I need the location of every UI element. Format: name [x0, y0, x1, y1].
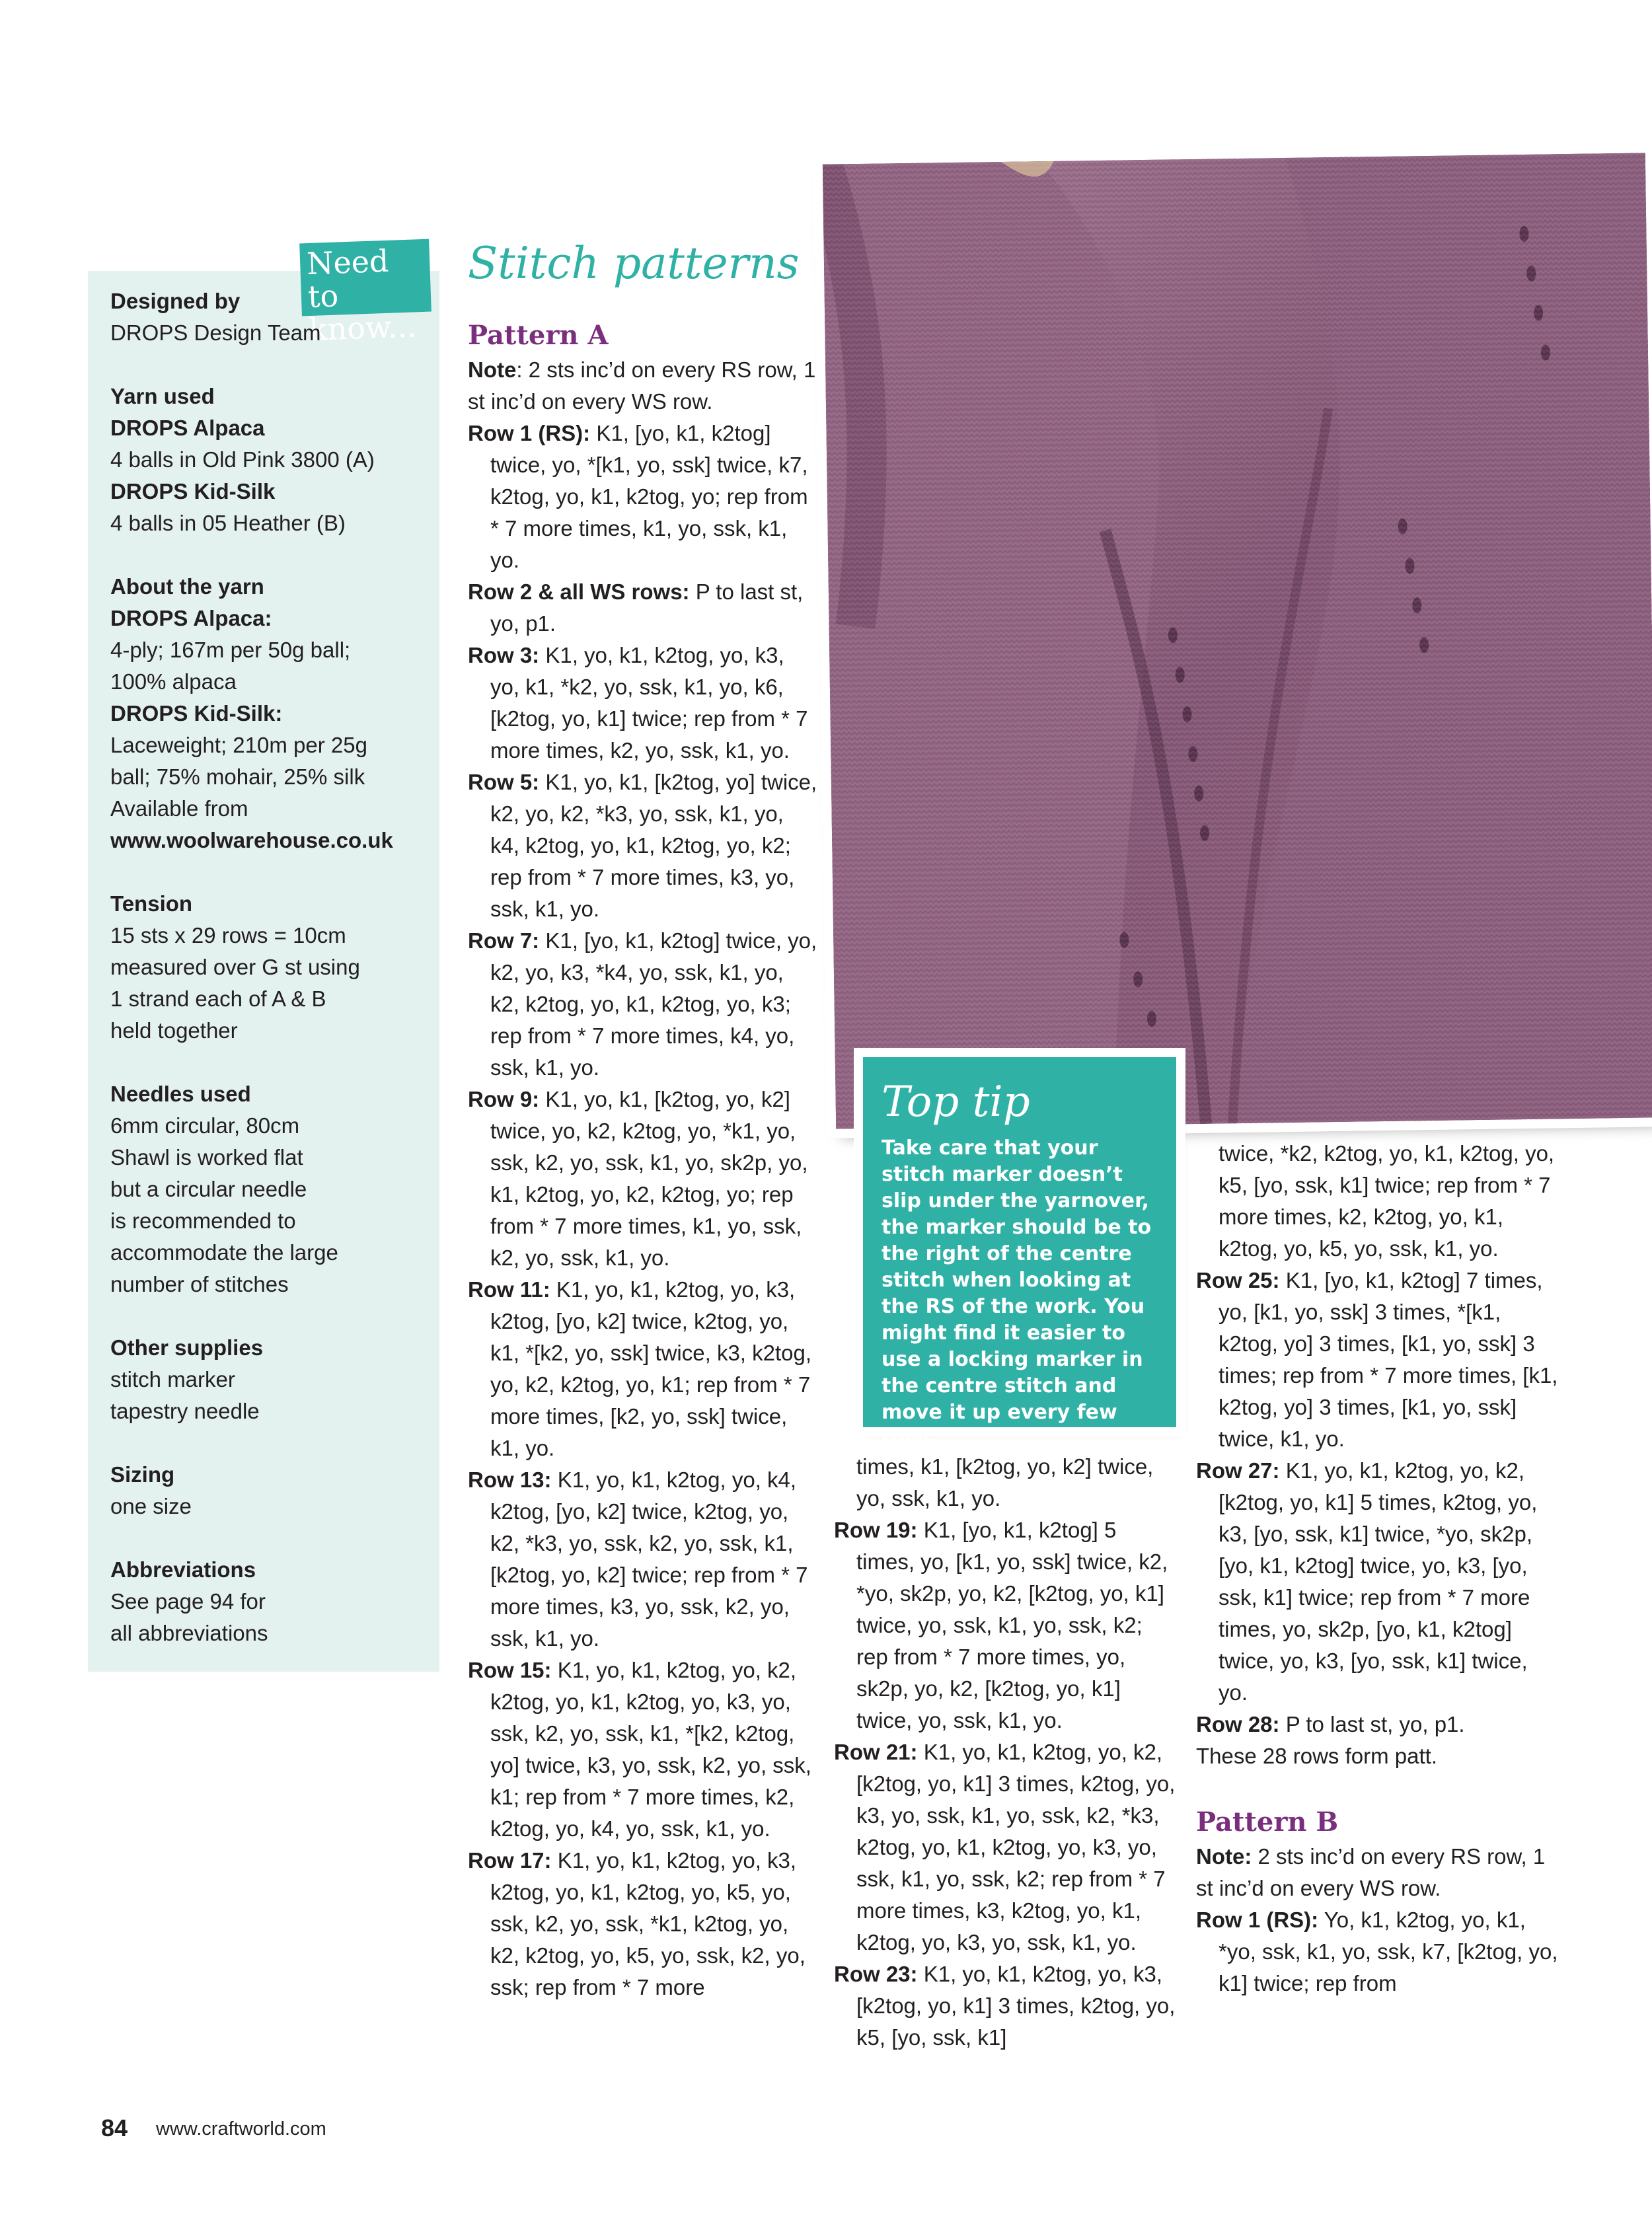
need-to-know-badge: Need to know... [299, 239, 432, 316]
abbreviations-section [110, 1554, 421, 1649]
pattern-row [1196, 1709, 1559, 1740]
row-text: K1, yo, k1, [k2tog, yo] twice, k2, yo, k2, *k3, yo, ssk, k1, yo, k4, k2tog, yo, k1, k2tog, yo, k2; rep from * 7 more times, k3, yo, ssk, k1, yo. [490, 770, 817, 921]
row-label: Row 13: [468, 1468, 552, 1492]
needles-line: is recommended to [110, 1208, 296, 1233]
row-text: K1, [yo, k1, k2tog] twice, yo, *[k1, yo, ssk] twice, k7, k2tog, yo, k1, k2tog, yo; rep from * 7 more times, k1, yo, ssk, k1, yo. [490, 421, 808, 572]
sizing-value: one size [110, 1494, 192, 1518]
row-continuation: twice, *k2, k2tog, yo, k1, k2tog, yo, k5, [yo, ssk, k1] twice; rep from * 7 more times, k2, k2tog, yo, k1, k2tog, yo, k5, yo, ssk, k1, yo. [1219, 1141, 1555, 1261]
page-title: Stitch patterns [468, 238, 800, 289]
pattern-row [1196, 1904, 1559, 1999]
other-supplies-section [110, 1332, 421, 1427]
pattern-row [468, 925, 818, 1084]
other-line: tapestry needle [110, 1399, 260, 1423]
needles-line: 6mm circular, 80cm [110, 1113, 300, 1138]
abbr-line: all abbreviations [110, 1621, 268, 1645]
tension-line: 15 sts x 29 rows = 10cm [110, 923, 346, 948]
yarn-b-name: DROPS Kid-Silk [110, 479, 276, 503]
row-text: P to last st, yo, p1. [490, 579, 804, 636]
pattern-a-title: Pattern A [468, 320, 609, 351]
row-text: K1, yo, k1, [k2tog, yo, k2] twice, yo, k2, k2tog, yo, *k1, yo, ssk, k2, yo, ssk, k1, yo, sk2p, yo, k1, k2tog, yo, k2, k2tog, yo; rep from * 7 more times, k1, yo, ssk, k2, yo, ssk, k1, yo. [490, 1087, 808, 1270]
pattern-row [1196, 1265, 1559, 1455]
website-link[interactable]: www.woolwarehouse.co.uk [110, 828, 393, 852]
page-number: 84 [101, 2114, 128, 2141]
row-label: Row 9: [468, 1087, 540, 1111]
needles-line: accommodate the large [110, 1240, 338, 1265]
yarn-a-qty: 4 balls in Old Pink 3800 (A) [110, 447, 375, 472]
note-label: Note: [1196, 1844, 1252, 1869]
alpaca-line: 4-ply; 167m per 50g ball; [110, 638, 351, 662]
shawl-illustration [823, 153, 1652, 1129]
pattern-row [468, 766, 818, 925]
row-label: Row 28: [1196, 1712, 1280, 1736]
pattern-row [468, 640, 818, 766]
row-label: Row 15: [468, 1658, 552, 1682]
pattern-row [468, 1084, 818, 1274]
designed-by-section [110, 285, 421, 349]
row-label: Row 5: [468, 770, 540, 794]
pattern-a-column [468, 317, 818, 2003]
row-label: Row 25: [1196, 1268, 1280, 1292]
designed-by-label: Designed by [110, 289, 241, 313]
yarn-label: Yarn used [110, 384, 215, 408]
pattern-row [1196, 1455, 1559, 1709]
row-text: K1, [yo, k1, k2tog] twice, yo, k2, yo, k3, *k4, yo, ssk, k1, yo, k2, k2tog, yo, k1, k2tog, yo, k3; rep from * 7 more times, k4, yo, ssk, k1, yo. [490, 928, 817, 1080]
needles-line: Shawl is worked flat [110, 1145, 303, 1170]
pattern-row [468, 1654, 818, 1845]
yarn-b-qty: 4 balls in 05 Heather (B) [110, 511, 346, 535]
yarn-a-name: DROPS Alpaca [110, 416, 265, 440]
note-text: : 2 sts inc’d on every RS row, 1 st inc’d on every WS row. [468, 357, 816, 414]
other-label: Other supplies [110, 1335, 264, 1360]
pattern-row [468, 576, 818, 640]
alpaca-label: DROPS Alpaca: [110, 606, 272, 630]
pattern-row [834, 1514, 1178, 1736]
note-text: 2 sts inc’d on every RS row, 1 st inc’d on every WS row. [1196, 1844, 1546, 1900]
needles-line: number of stitches [110, 1272, 289, 1296]
pattern-a-column-3 [1196, 1138, 1559, 1999]
pattern-a-column-2 [834, 1451, 1178, 2054]
alpaca-line: 100% alpaca [110, 669, 237, 694]
sizing-section [110, 1459, 421, 1522]
row-label: Row 3: [468, 643, 540, 667]
pattern-a-note [468, 354, 818, 418]
row-text: Yo, k1, k2tog, yo, k1, *yo, ssk, k1, yo, ssk, k7, [k2tog, yo, k1] twice; rep from [1219, 1908, 1558, 1995]
abbr-line: See page 94 for [110, 1589, 266, 1614]
note-label: Note [468, 357, 517, 382]
needles-section [110, 1078, 421, 1300]
row-label: Row 27: [1196, 1458, 1280, 1483]
available-text: Available from [110, 796, 248, 821]
kidsilk-line: ball; 75% mohair, 25% silk [110, 764, 365, 789]
pattern-row [468, 1464, 818, 1654]
top-tip-box [863, 1057, 1176, 1450]
needles-label: Needles used [110, 1082, 251, 1106]
top-tip-title: Top tip [882, 1078, 1030, 1127]
row-text: K1, yo, k1, k2tog, yo, k3, [k2tog, yo, k1] 3 times, k2tog, yo, k5, [yo, ssk, k1] [856, 1962, 1176, 2050]
kidsilk-line: Laceweight; 210m per 25g [110, 733, 367, 757]
footer-url[interactable]: www.craftworld.com [156, 2118, 326, 2139]
tension-line: measured over G st using [110, 955, 360, 979]
needles-line: but a circular needle [110, 1177, 307, 1201]
about-label: About the yarn [110, 574, 264, 599]
row-label: Row 17: [468, 1848, 552, 1873]
need-to-know-content [110, 285, 421, 1681]
row-text: K1, yo, k1, k2tog, yo, k2, [k2tog, yo, k1] 3 times, k2tog, yo, k3, yo, ssk, k1, yo, ssk, k2, *k3, k2tog, yo, k1, k2tog, yo, k3, yo, ssk, k1, yo, ssk, k2; rep from * 7 more times, k3, k2tog, yo, k1, k2tog, yo, k3, yo, ssk, k1, yo. [856, 1740, 1176, 1954]
designed-by-value: DROPS Design Team [110, 320, 321, 345]
row-text: K1, yo, k1, k2tog, yo, k2, [k2tog, yo, k1] 5 times, k2tog, yo, k3, [yo, ssk, k1] twice, *yo, sk2p, [yo, k1, k2tog] twice, yo, k3, [yo, ssk, k1] twice; rep from * 7 more times, yo, sk2p, [yo, k1, k2tog] twice, yo, k3, [yo, ssk, k1] twice, yo. [1219, 1458, 1538, 1705]
row-label: Row 11: [468, 1277, 550, 1302]
row-label: Row 7: [468, 928, 540, 953]
row-text: K1, [yo, k1, k2tog] 7 times, yo, [k1, yo, ssk] 3 times, *[k1, k2tog, yo] 3 times, [k1, yo, ssk] 3 times; rep from * 7 more times, [k1, k2tog, yo] 3 times, [k1, yo, ssk] twice, k1, yo. [1219, 1268, 1558, 1451]
row-text: K1, yo, k1, k2tog, yo, k3, k2tog, yo, k1, k2tog, yo, k5, yo, ssk, k2, yo, ssk, *k1, k2tog, yo, k2, k2tog, yo, k5, yo, ssk, k2, yo, ssk; rep from * 7 more [490, 1848, 806, 1999]
pattern-b-note [1196, 1841, 1559, 1904]
row-label: Row 19: [834, 1518, 918, 1542]
row-text: P to last st, yo, p1. [1279, 1712, 1465, 1736]
row-text: K1, yo, k1, k2tog, yo, k2, k2tog, yo, k1, k2tog, yo, k3, yo, ssk, k2, yo, ssk, k1, *[k2, k2tog, yo] twice, k3, yo, ssk, k2, yo, ssk, k1; rep from * 7 more times, k2, k2tog, yo, k4, yo, ssk, k1, yo. [490, 1658, 811, 1841]
row-text: K1, yo, k1, k2tog, yo, k3, yo, k1, *k2, yo, ssk, k1, yo, k6, [k2tog, yo, k1] twice; rep from * 7 more times, k2, yo, ssk, k1, yo. [490, 643, 808, 762]
row-text: K1, [yo, k1, k2tog] 5 times, yo, [k1, yo, ssk] twice, k2, *yo, sk2p, yo, k2, [k2tog, yo, k1] twice, yo, ssk, k1, yo, ssk, k2; rep from * 7 more times, yo, sk2p, yo, k2, [k2tog, yo, k1] twice, yo, ssk, k1, yo. [856, 1518, 1168, 1732]
pattern-row [468, 418, 818, 576]
pattern-row [834, 1736, 1178, 1958]
yarn-section [110, 381, 421, 539]
tension-label: Tension [110, 891, 193, 916]
abbr-label: Abbreviations [110, 1557, 256, 1582]
row-text: K1, yo, k1, k2tog, yo, k3, k2tog, [yo, k2] twice, k2tog, yo, k1, *[k2, yo, ssk] twice, k3, k2tog, yo, k2, k2tog, yo, k1; rep from * 7 more times, [k2, yo, ssk] twice, k1, yo. [490, 1277, 812, 1460]
pattern-row [468, 1274, 818, 1464]
row-continuation: times, k1, [k2tog, yo, k2] twice, yo, ssk, k1, yo. [856, 1454, 1154, 1510]
tension-line: held together [110, 1018, 238, 1043]
row-label: Row 1 (RS): [1196, 1908, 1319, 1932]
sizing-label: Sizing [110, 1462, 175, 1487]
pattern-b-title: Pattern B [1196, 1806, 1339, 1838]
tension-line: 1 strand each of A & B [110, 986, 326, 1011]
about-yarn-section [110, 571, 421, 856]
top-tip-body: Take care that your stitch marker doesn’t slip under the yarnover, the marker should be to the right of the centre stitch when looking at the RS of the work. You might find it easier to use a locking marker in the centre stitch and move it up every few rows [882, 1136, 1152, 1450]
row-label: Row 23: [834, 1962, 918, 1986]
pattern-row [468, 1845, 818, 2003]
row-label: Row 2 & all WS rows: [468, 579, 690, 604]
row-label: Row 21: [834, 1740, 918, 1764]
rows-form-text: These 28 rows form patt. [1196, 1744, 1437, 1768]
shawl-photo [823, 153, 1652, 1129]
row-text: K1, yo, k1, k2tog, yo, k4, k2tog, [yo, k2] twice, k2tog, yo, k2, *k3, yo, ssk, k2, yo, ssk, k1, [k2tog, yo, k2] twice; rep from * 7 more times, k3, yo, ssk, k2, yo, ssk, k1, yo. [490, 1468, 808, 1651]
kidsilk-label: DROPS Kid-Silk: [110, 701, 283, 725]
row-label: Row 1 (RS): [468, 421, 591, 445]
tension-section [110, 888, 421, 1047]
other-line: stitch marker [110, 1367, 235, 1392]
pattern-row [834, 1958, 1178, 2054]
